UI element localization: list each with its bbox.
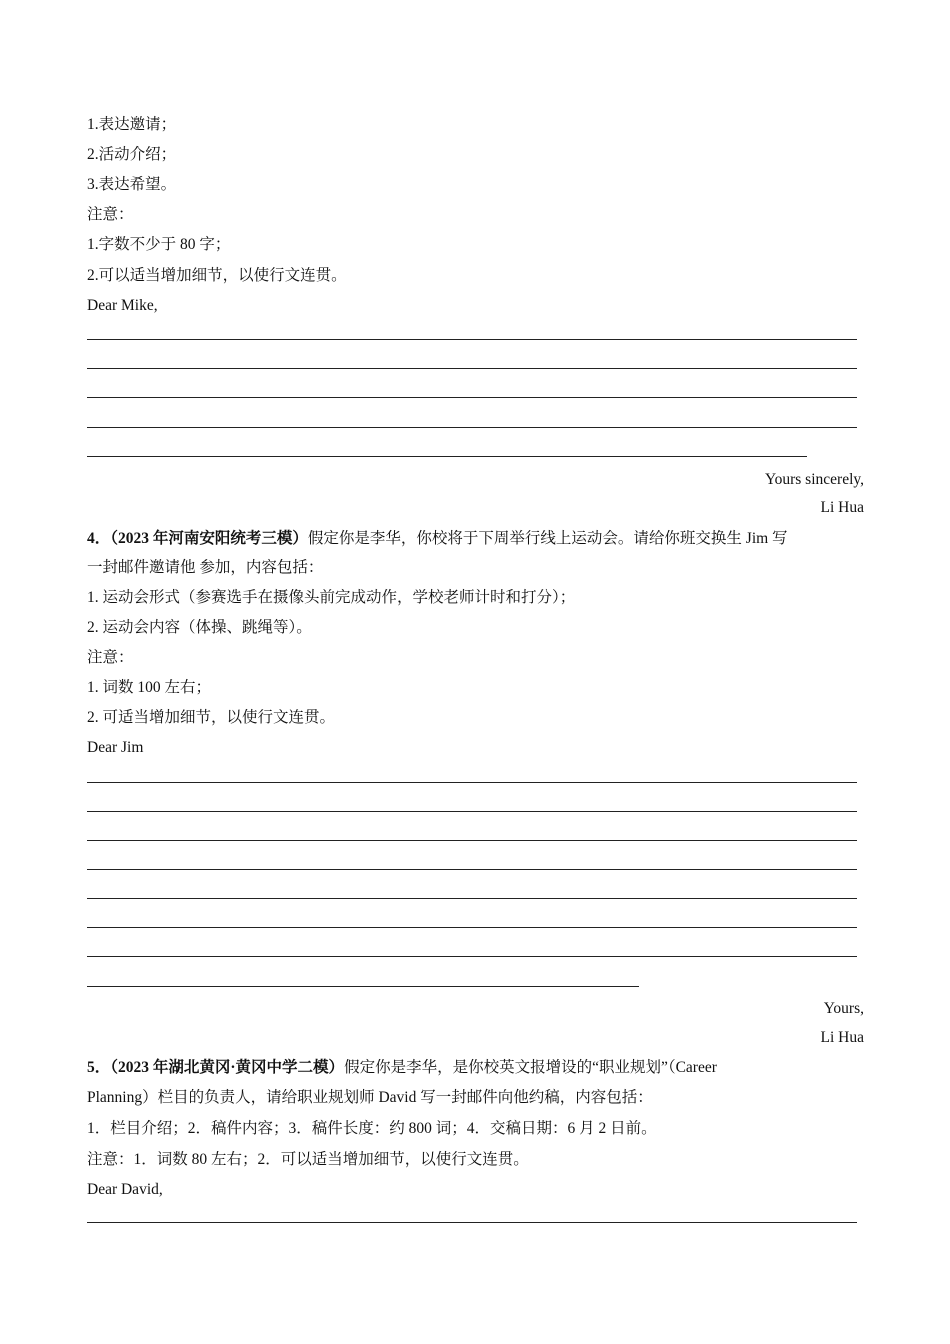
note-label: 注意： xyxy=(87,649,134,666)
note-item: 2. 可适当增加细节，以使行文连贯。 xyxy=(87,709,336,726)
writing-line xyxy=(87,782,857,783)
note-item: 1. 词数 100 左右； xyxy=(87,679,212,696)
writing-line xyxy=(87,427,857,428)
question-number: 4． xyxy=(87,530,111,547)
writing-line xyxy=(87,869,857,870)
note-line: 注意：1．词数 80 左右；2．可以适当增加细节，以使行文连贯。 xyxy=(87,1151,529,1168)
note-item: 1.字数不少于 80 字； xyxy=(87,236,231,253)
question-prompt xyxy=(87,1058,717,1078)
question-prompt xyxy=(87,529,788,549)
writing-line xyxy=(87,1222,857,1223)
writing-line xyxy=(87,927,857,928)
writing-line xyxy=(87,986,639,987)
letter-greeting: Dear Mike, xyxy=(87,297,158,314)
content-item: 1. 运动会形式（参赛选手在摄像头前完成动作，学校老师计时和打分）； xyxy=(87,589,576,606)
letter-closing: Yours sincerely, xyxy=(764,471,864,488)
question-source: （2023 年湖北黄冈·黄冈中学二模） xyxy=(110,1059,345,1076)
letter-closing: Yours, xyxy=(823,1000,864,1017)
content-line: 1．栏目介绍；2．稿件内容；3．稿件长度：约 800 词；4．交稿日期：6 月 2 日前。 xyxy=(87,1120,657,1137)
writing-line xyxy=(87,368,857,369)
letter-greeting: Dear David, xyxy=(87,1181,163,1198)
question-source: （2023 年河南安阳统考三模） xyxy=(110,530,308,547)
question-text: Planning）栏目的负责人，请给职业规划师 David 写一封邮件向他约稿，内容包括： xyxy=(87,1089,653,1106)
letter-signature: Li Hua xyxy=(820,499,864,516)
content-item: 1.表达邀请； xyxy=(87,116,177,133)
writing-line xyxy=(87,840,857,841)
writing-line xyxy=(87,811,857,812)
letter-signature: Li Hua xyxy=(820,1029,864,1046)
content-item: 2. 运动会内容（体操、跳绳等）。 xyxy=(87,619,312,636)
question-text: 假定你是李华，你校将于下周举行线上运动会。请给你班交换生 Jim 写 xyxy=(307,530,788,547)
content-item: 3.表达希望。 xyxy=(87,176,177,193)
content-item: 2.活动介绍； xyxy=(87,146,177,163)
note-item: 2.可以适当增加细节，以使行文连贯。 xyxy=(87,267,347,284)
letter-greeting: Dear Jim xyxy=(87,739,144,756)
writing-line xyxy=(87,456,807,457)
question-number: 5． xyxy=(87,1059,111,1076)
question-text: 假定你是李华，是你校英文报增设的“职业规划”（Career xyxy=(344,1059,717,1076)
note-label: 注意： xyxy=(87,206,134,223)
writing-line xyxy=(87,898,857,899)
writing-line xyxy=(87,339,857,340)
writing-line xyxy=(87,956,857,957)
writing-line xyxy=(87,397,857,398)
question-text: 一封邮件邀请他 参加，内容包括： xyxy=(87,559,324,576)
